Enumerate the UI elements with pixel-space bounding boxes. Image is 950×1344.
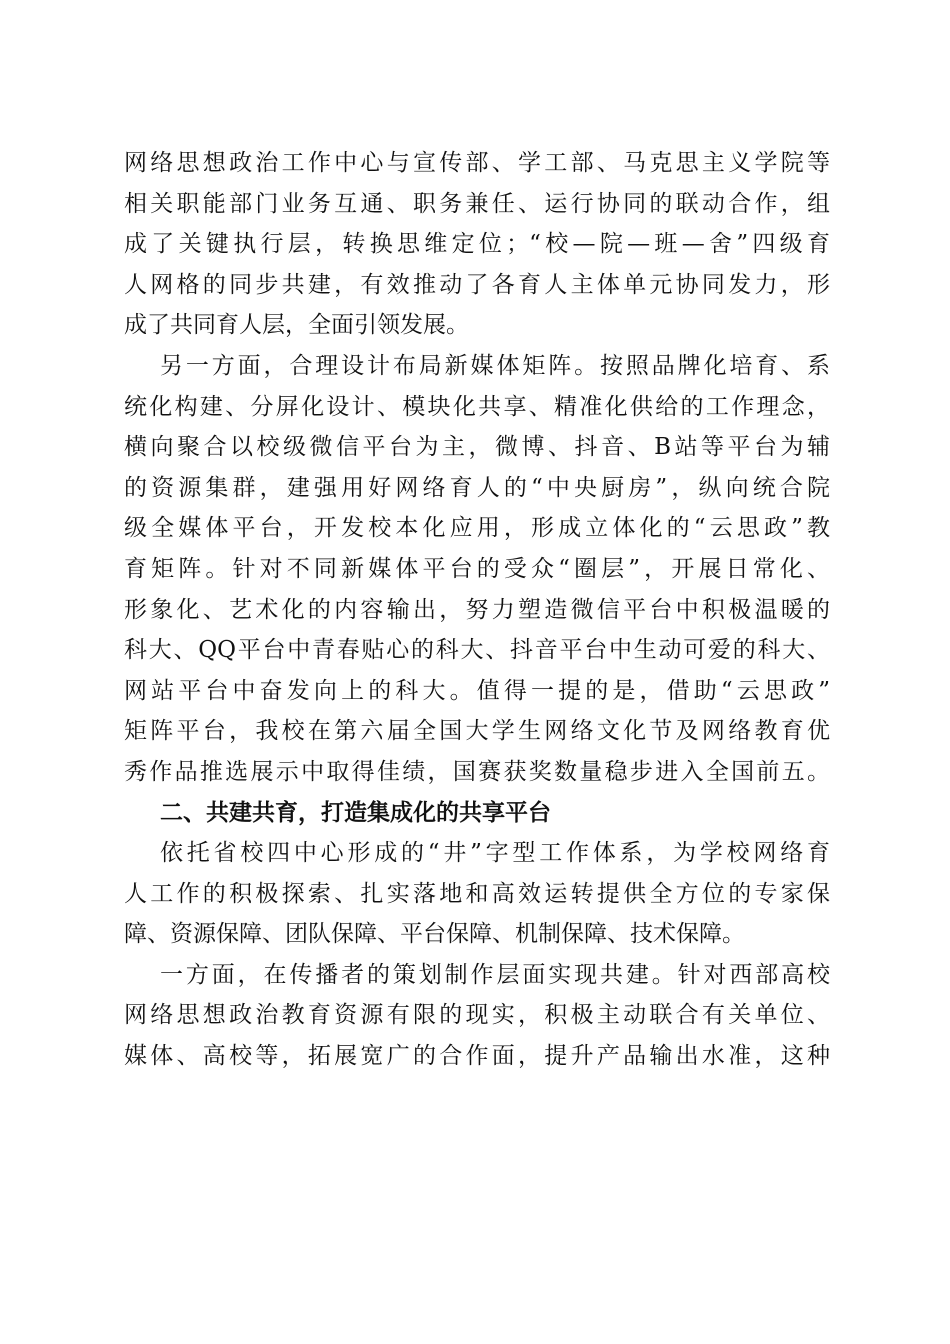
paragraph-network-center [124, 143, 830, 346]
text-line: 矩阵平台，我校在第六届全国大学生网络文化节及网络教育优 [124, 718, 830, 745]
text-line: 级全媒体平台，开发校本化应用，形成立体化的“云思政”教 [124, 515, 830, 542]
paragraph-work-system [124, 833, 830, 955]
text-line: 科大、QQ平台中青春贴心的科大、抖音平台中生动可爱的科大、 [124, 637, 830, 664]
text-line: 成了共同育人层，全面引领发展。 [124, 312, 469, 339]
heading-text: 二、共建共育，打造集成化的共享平台 [160, 799, 551, 826]
text-line: 人网格的同步共建，有效推动了各育人主体单元协同发力，形 [124, 271, 830, 298]
text-line: 横向聚合以校级微信平台为主，微博、抖音、B站等平台为辅 [124, 434, 830, 461]
text-line: 形象化、艺术化的内容输出，努力塑造微信平台中积极温暖的 [124, 596, 830, 623]
text-line: 人工作的积极探索、扎实落地和高效运转提供全方位的专家保 [124, 880, 830, 907]
paragraph-co-building [124, 955, 830, 1077]
text-line: 的资源集群，建强用好网络育人的“中央厨房”，纵向统合院 [124, 474, 830, 501]
text-line: 相关职能部门业务互通、职务兼任、运行协同的联动合作，组 [124, 190, 830, 217]
text-line: 统化构建、分屏化设计、模块化共享、精准化供给的工作理念， [124, 393, 830, 420]
paragraph-media-matrix [124, 346, 830, 793]
text-line: 网络思想政治工作中心与宣传部、学工部、马克思主义学院等 [124, 150, 830, 176]
text-line: 另一方面，合理设计布局新媒体矩阵。按照品牌化培育、系 [160, 352, 830, 379]
text-line: 障、资源保障、团队保障、平台保障、机制保障、技术保障。 [124, 921, 745, 948]
text-line: 媒体、高校等，拓展宽广的合作面，提升产品输出水准，这种 [124, 1043, 830, 1070]
text-line: 依托省校四中心形成的“井”字型工作体系，为学校网络育 [160, 840, 830, 867]
text-line: 育矩阵。针对不同新媒体平台的受众“圈层”，开展日常化、 [124, 555, 830, 582]
document-body [124, 143, 830, 1077]
text-line: 成了关键执行层，转换思维定位；“校—院—班—舍”四级育 [124, 231, 830, 258]
text-line: 一方面，在传播者的策划制作层面实现共建。针对西部高校 [160, 961, 830, 988]
text-line: 秀作品推选展示中取得佳绩，国赛获奖数量稳步进入全国前五。 [124, 758, 830, 785]
section-heading [124, 793, 830, 834]
text-line: 网络思想政治教育资源有限的现实，积极主动联合有关单位、 [124, 1002, 830, 1029]
text-line: 网站平台中奋发向上的科大。值得一提的是，借助“云思政” [124, 677, 830, 704]
